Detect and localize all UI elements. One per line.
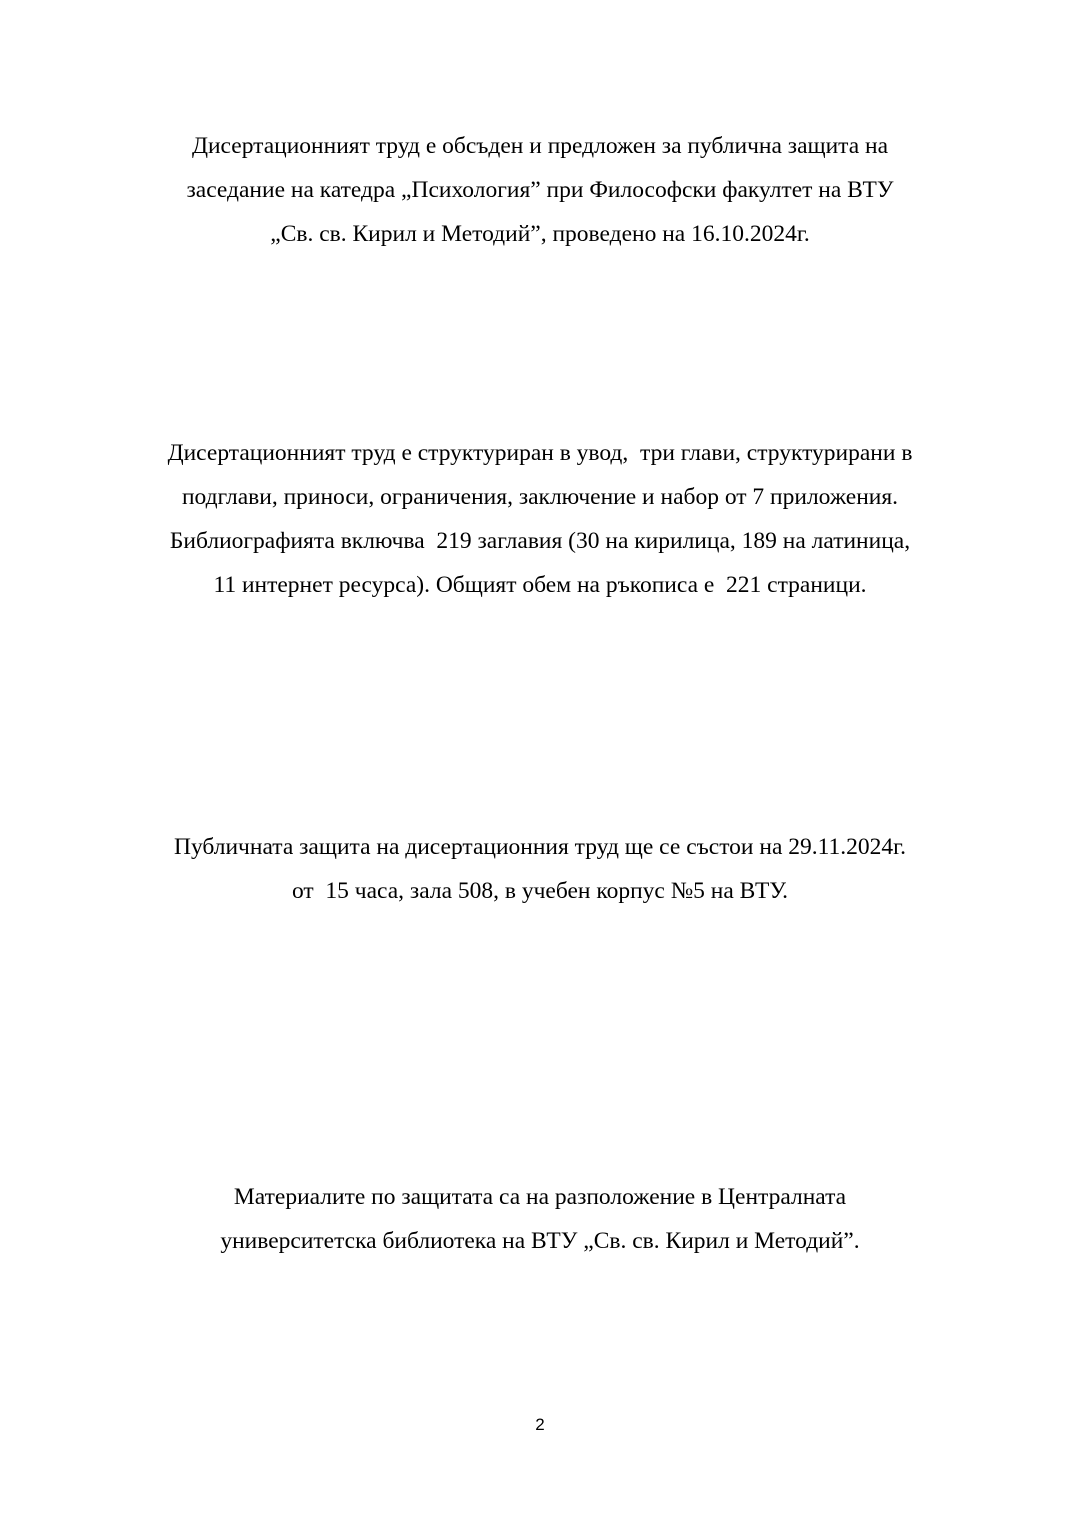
text-line: от 15 часа, зала 508, в учебен корпус №5 на ВТУ. bbox=[291, 878, 789, 904]
text-line: Дисертационният труд е обсъден и предложен за публична защита на bbox=[191, 133, 889, 159]
page-number: 2 bbox=[535, 1415, 545, 1434]
defense-date-paragraph bbox=[0, 825, 1080, 913]
text-line: заседание на катедра „Психология” при Философски факултет на ВТУ bbox=[186, 177, 894, 203]
structure-paragraph bbox=[0, 431, 1080, 607]
text-line: Публичната защита на дисертационния труд ще се състои на 29.11.2024г. bbox=[173, 834, 907, 860]
discussion-paragraph bbox=[0, 124, 1080, 256]
text-line: университетска библиотека на ВТУ „Св. св. Кирил и Методий”. bbox=[220, 1228, 860, 1254]
materials-paragraph bbox=[0, 1175, 1080, 1263]
text-line: 11 интернет ресурса). Общият обем на ръкописа е 221 страници. bbox=[213, 572, 867, 598]
text-line: Библиографията включва 219 заглавия (30 на кирилица, 189 на латиница, bbox=[169, 528, 911, 554]
text-line: „Св. св. Кирил и Методий”, проведено на 16.10.2024г. bbox=[270, 221, 810, 247]
text-line: Материалите по защитата са на разположение в Централната bbox=[233, 1184, 847, 1210]
text-line: подглави, приноси, ограничения, заключение и набор от 7 приложения. bbox=[181, 484, 899, 510]
text-line: Дисертационният труд е структуриран в увод, три глави, структурирани в bbox=[167, 440, 913, 466]
